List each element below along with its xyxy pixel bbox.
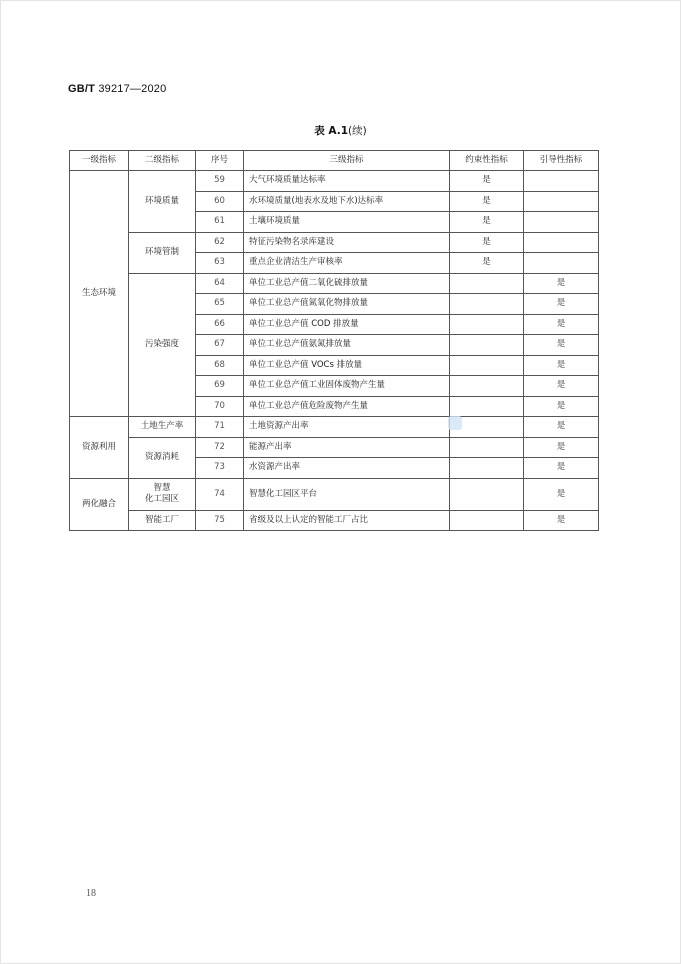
cell-level2: 土地生产率 — [129, 417, 196, 438]
header-level3: 三级指标 — [244, 151, 450, 171]
cell-level3: 单位工业总产值 VOCs 排放量 — [244, 355, 450, 376]
cell-guiding: 是 — [524, 417, 599, 438]
cell-guiding — [524, 253, 599, 274]
cell-level1: 两化融合 — [70, 478, 129, 531]
cell-level3: 能源产出率 — [244, 437, 450, 458]
cell-guiding — [524, 212, 599, 233]
cell-guiding: 是 — [524, 478, 599, 510]
cell-no: 59 — [196, 171, 244, 192]
cell-level3: 土壤环境质量 — [244, 212, 450, 233]
cell-guiding: 是 — [524, 458, 599, 479]
cell-binding: 是 — [450, 171, 524, 192]
cell-level3: 土地资源产出率 — [244, 417, 450, 438]
standard-code-number: 39217—2020 — [98, 83, 167, 95]
cell-no: 66 — [196, 314, 244, 335]
cell-no: 67 — [196, 335, 244, 356]
cell-guiding: 是 — [524, 273, 599, 294]
cell-level2: 环境管制 — [129, 232, 196, 273]
table-row — [70, 273, 599, 294]
cell-level3: 特征污染物名录库建设 — [244, 232, 450, 253]
cell-binding: 是 — [450, 212, 524, 233]
cell-level2: 智能工厂 — [129, 510, 196, 531]
header-level2: 二级指标 — [129, 151, 196, 171]
cell-no: 73 — [196, 458, 244, 479]
cell-level3: 智慧化工园区平台 — [244, 478, 450, 510]
cell-level3: 单位工业总产值危险废物产生量 — [244, 396, 450, 417]
watermark-icon — [448, 416, 462, 430]
table-row — [70, 510, 599, 531]
header-guiding: 引导性指标 — [524, 151, 599, 171]
cell-level2: 污染强度 — [129, 273, 196, 417]
cell-level2: 环境质量 — [129, 171, 196, 233]
cell-no: 64 — [196, 273, 244, 294]
cell-level3: 重点企业清洁生产审核率 — [244, 253, 450, 274]
cell-guiding: 是 — [524, 437, 599, 458]
cell-level2-line: 智慧 — [153, 483, 171, 494]
standard-code — [68, 83, 166, 95]
cell-no: 65 — [196, 294, 244, 315]
cell-guiding: 是 — [524, 335, 599, 356]
indicator-table — [69, 150, 599, 531]
cell-guiding: 是 — [524, 376, 599, 397]
cell-no: 69 — [196, 376, 244, 397]
header-binding: 约束性指标 — [450, 151, 524, 171]
cell-level3: 水资源产出率 — [244, 458, 450, 479]
cell-guiding — [524, 232, 599, 253]
header-no: 序号 — [196, 151, 244, 171]
cell-guiding — [524, 171, 599, 192]
cell-level3: 单位工业总产值氮氧化物排放量 — [244, 294, 450, 315]
cell-binding — [450, 510, 524, 531]
cell-binding — [450, 376, 524, 397]
cell-level1: 生态环境 — [70, 171, 129, 417]
cell-level1: 资源利用 — [70, 417, 129, 479]
cell-no: 72 — [196, 437, 244, 458]
cell-level3: 单位工业总产值二氧化硫排放量 — [244, 273, 450, 294]
table-body — [70, 171, 599, 531]
cell-binding — [450, 314, 524, 335]
cell-level2: 资源消耗 — [129, 437, 196, 478]
cell-binding — [450, 458, 524, 479]
table-row — [70, 232, 599, 253]
cell-no: 70 — [196, 396, 244, 417]
cell-binding — [450, 273, 524, 294]
cell-no: 60 — [196, 191, 244, 212]
cell-no: 74 — [196, 478, 244, 510]
cell-binding: 是 — [450, 232, 524, 253]
standard-code-prefix: GB/T — [68, 83, 96, 95]
cell-binding: 是 — [450, 191, 524, 212]
cell-binding — [450, 355, 524, 376]
page-number: 18 — [86, 888, 96, 899]
cell-guiding — [524, 191, 599, 212]
cell-guiding: 是 — [524, 294, 599, 315]
table-header-row — [70, 151, 599, 171]
cell-guiding: 是 — [524, 396, 599, 417]
cell-guiding: 是 — [524, 355, 599, 376]
cell-no: 61 — [196, 212, 244, 233]
cell-no: 71 — [196, 417, 244, 438]
cell-level3: 单位工业总产值氨氮排放量 — [244, 335, 450, 356]
cell-level3: 单位工业总产值工业固体废物产生量 — [244, 376, 450, 397]
cell-no: 62 — [196, 232, 244, 253]
cell-binding — [450, 335, 524, 356]
table-title — [0, 123, 681, 138]
cell-binding: 是 — [450, 253, 524, 274]
header-level1: 一级指标 — [70, 151, 129, 171]
cell-guiding: 是 — [524, 314, 599, 335]
table-row — [70, 171, 599, 192]
cell-level2 — [129, 478, 196, 510]
cell-level3: 水环境质量(地表水及地下水)达标率 — [244, 191, 450, 212]
cell-level3: 省级及以上认定的智能工厂占比 — [244, 510, 450, 531]
table-row — [70, 478, 599, 510]
cell-no: 68 — [196, 355, 244, 376]
cell-level3: 单位工业总产值 COD 排放量 — [244, 314, 450, 335]
cell-binding — [450, 294, 524, 315]
cell-binding — [450, 396, 524, 417]
cell-guiding: 是 — [524, 510, 599, 531]
cell-level3: 大气环境质量达标率 — [244, 171, 450, 192]
table-title-suffix: (续) — [348, 125, 367, 137]
cell-binding — [450, 437, 524, 458]
table-title-main: 表 A.1 — [314, 125, 349, 137]
table-row — [70, 437, 599, 458]
cell-no: 63 — [196, 253, 244, 274]
cell-binding — [450, 478, 524, 510]
cell-no: 75 — [196, 510, 244, 531]
cell-level2-line: 化工园区 — [144, 494, 179, 504]
table-row — [70, 417, 599, 438]
